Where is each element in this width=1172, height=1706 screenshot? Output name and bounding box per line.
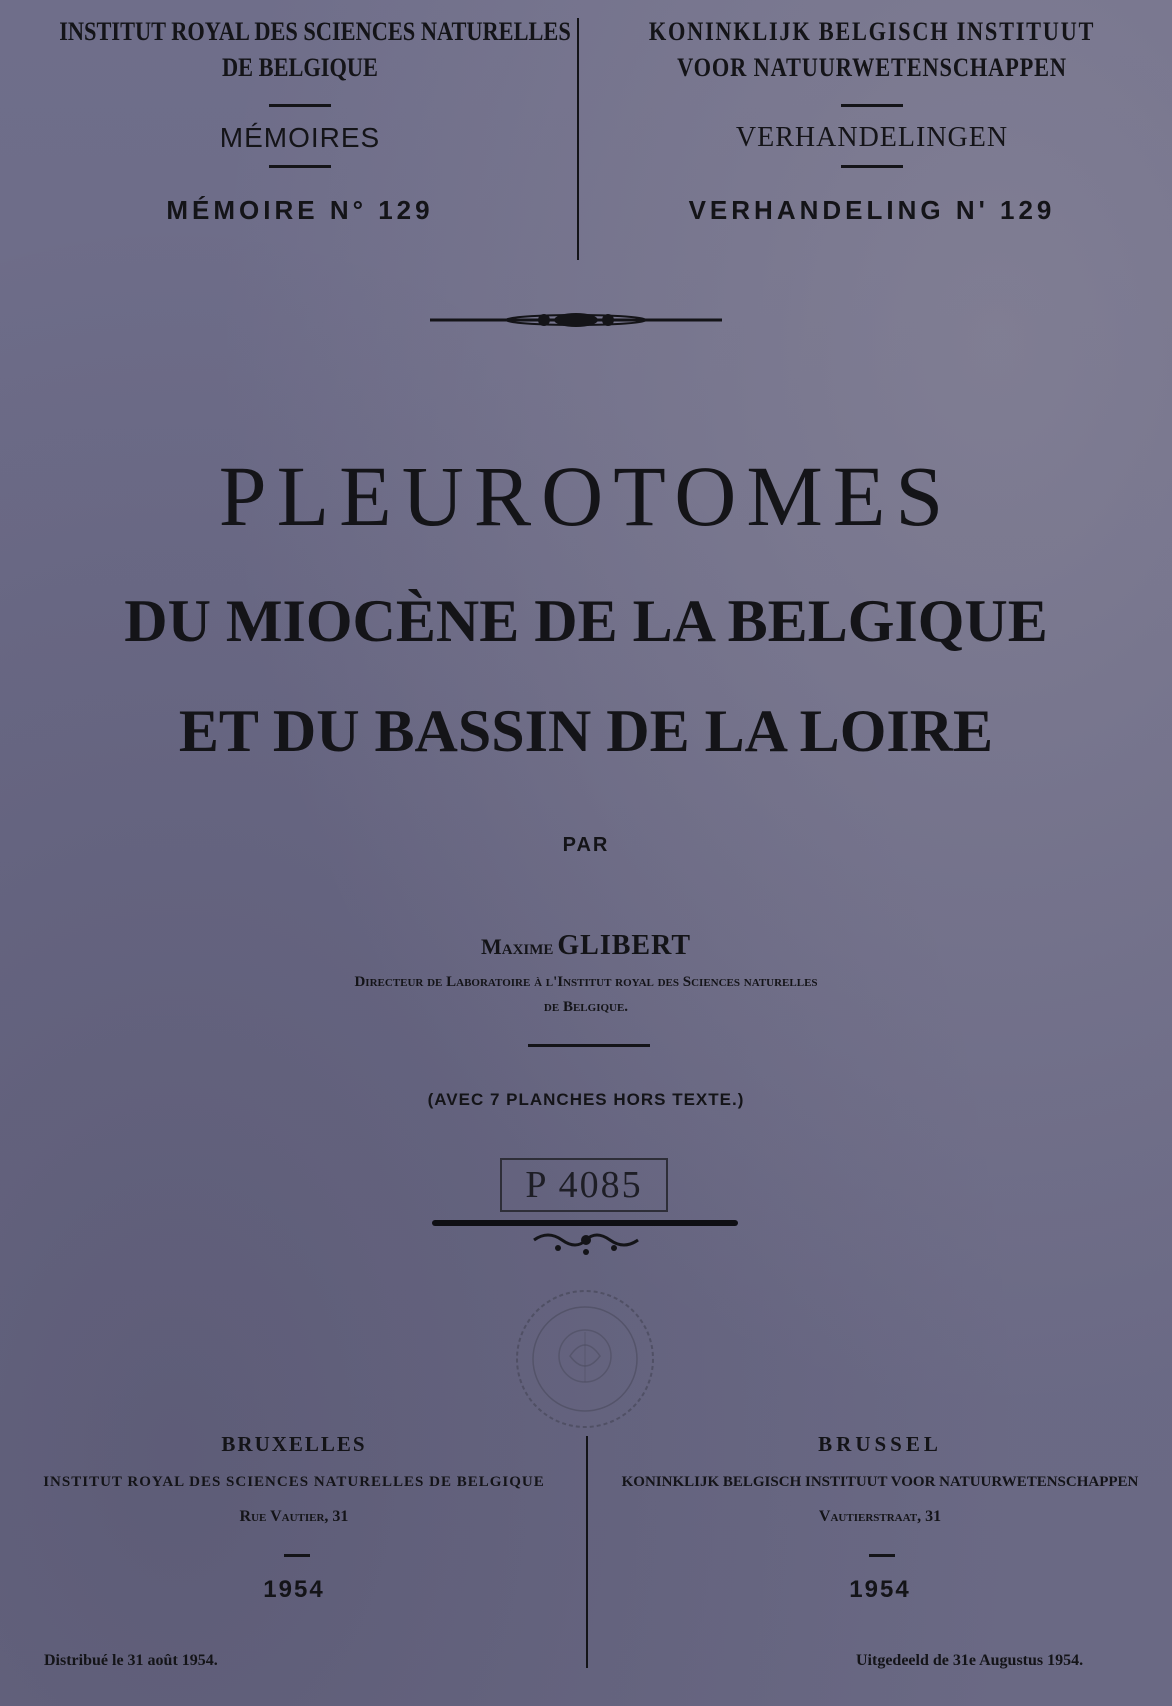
publisher-address-fr: Rue Vautier, 31 — [239, 1508, 349, 1525]
header-left-rule-1 — [269, 104, 331, 107]
publisher-city-nl: BRUSSEL — [818, 1432, 942, 1456]
title-subtitle-line2: ET DU BASSIN DE LA LOIRE — [178, 698, 994, 764]
ornament-divider-top — [426, 306, 726, 334]
publisher-institute-nl: KONINKLIJK BELGISCH INSTITUUT VOOR NATUURWETENSCHAPPEN — [621, 1474, 1139, 1490]
publication-year-nl: 1954 — [849, 1576, 911, 1603]
publisher-city-fr: BRUXELLES — [221, 1432, 367, 1456]
institute-name-nl-line1: KONINKLIJK BELGISCH INSTITUUT — [648, 17, 1096, 46]
institute-name-fr-line2: DE BELGIQUE — [222, 53, 378, 82]
publisher-institute-fr: INSTITUT ROYAL DES SCIENCES NATURELLES DE BELGIQUE — [43, 1474, 545, 1490]
plates-note: (AVEC 7 PLANCHES HORS TEXTE.) — [427, 1090, 745, 1109]
header-left-rule-2 — [269, 165, 331, 168]
series-name-nl: VERHANDELINGEN — [735, 122, 1009, 153]
footer-divider — [586, 1436, 588, 1668]
memoir-number-fr: MÉMOIRE N° 129 — [166, 195, 434, 225]
footer-right-rule — [869, 1554, 895, 1557]
author-last-name: GLIBERT — [557, 930, 692, 961]
header-left — [20, 14, 580, 226]
byline-rule — [528, 1044, 650, 1047]
header-divider — [577, 18, 579, 260]
author-affiliation-line2: de Belgique. — [543, 999, 629, 1015]
header-right-rule-2 — [841, 165, 903, 168]
author-name — [0, 930, 1172, 962]
title-subtitle-line1: DU MIOCÈNE DE LA BELGIQUE — [124, 588, 1048, 654]
header-right-rule-1 — [841, 104, 903, 107]
publication-year-fr: 1954 — [263, 1576, 325, 1603]
title-main: PLEUROTOMES — [218, 448, 954, 544]
header-right — [592, 14, 1152, 226]
distribution-date-fr: Distribué le 31 août 1954. — [44, 1652, 218, 1669]
series-name-fr: MÉMOIRES — [219, 122, 381, 153]
author-first-name: Maxime — [480, 934, 554, 959]
byline-par: PAR — [562, 834, 610, 856]
institute-seal-icon — [510, 1284, 660, 1434]
memoir-number-nl: VERHANDELING N' 129 — [688, 195, 1056, 225]
institute-name-nl-line2: VOOR NATUURWETENSCHAPPEN — [677, 53, 1067, 82]
author-affiliation-line1: Directeur de Laboratoire à l'Institut royal des Sciences naturelles — [354, 974, 818, 990]
publisher-address-nl: Vautierstraat, 31 — [818, 1508, 942, 1525]
ornament-divider-bottom — [528, 1228, 644, 1258]
distribution-date-nl: Uitgedeeld de 31e Augustus 1954. — [856, 1652, 1084, 1669]
thick-rule — [432, 1220, 738, 1226]
library-stamp-number: P 4085 — [500, 1158, 668, 1212]
institute-name-fr-line1: INSTITUT ROYAL DES SCIENCES NATURELLES — [59, 17, 571, 46]
footer-left-rule — [284, 1554, 310, 1557]
